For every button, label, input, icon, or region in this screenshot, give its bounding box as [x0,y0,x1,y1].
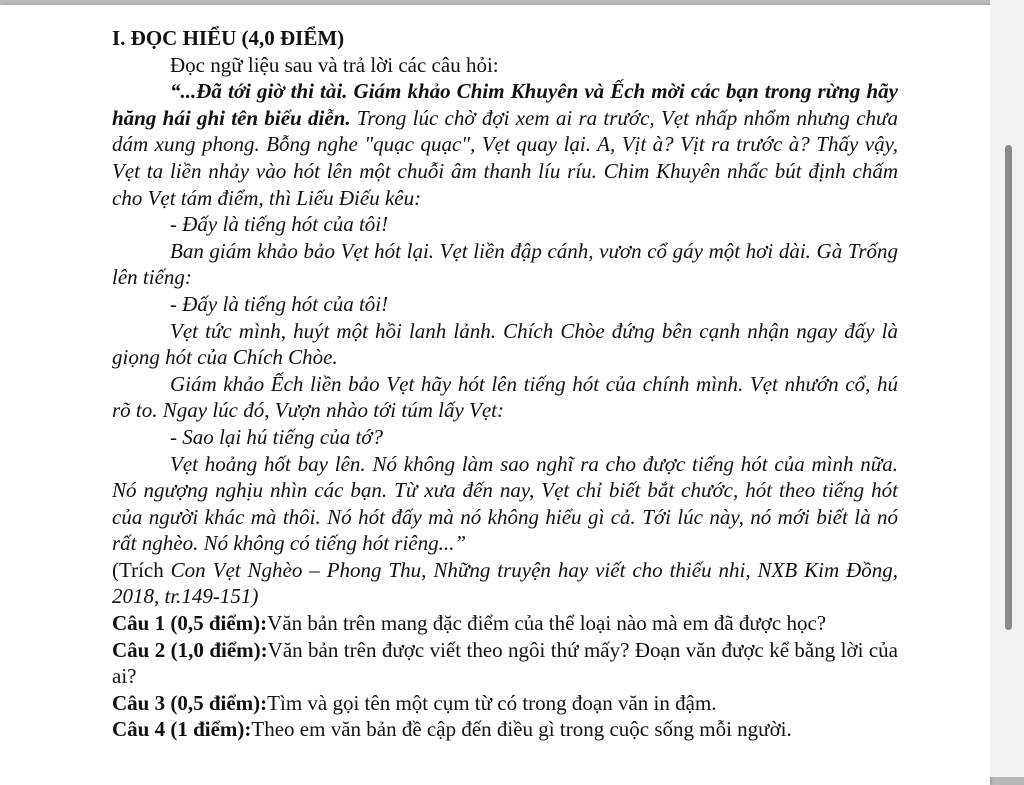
question-1-text: Văn bản trên mang đặc điểm của thể loại nào mà em đã được học? [267,611,827,636]
question-2-text: Văn bản trên được viết theo ngôi thứ mấy? Đoạn văn được kể bằng lời của ai? [112,637,899,689]
section-heading: I. ĐỌC HIỂU (4,0 ĐIỂM) [112,26,345,50]
question-4 [112,716,898,743]
scrollbar-thumb[interactable] [1005,145,1012,630]
passage-paragraph-1-rest: Trong lúc chờ đợi xem ai ra trước, Vẹt nhấp nhổm nhưng chưa dám xung phong. Bỗng nghe "quạc quạc", Vẹt quay lại. A, Vịt à? Vịt ra trước à? Thấy vậy, Vẹt ta liền nhảy vào hót lên một chuỗi âm thanh líu ríu. Chim Khuyên nhấc bút định chấm cho Vẹt tám điểm, thì Liếu Điếu kêu: [112,105,898,210]
passage-paragraph-2: - Đấy là tiếng hót của tôi! [170,212,389,237]
passage-paragraph-6: Giám khảo Ếch liền bảo Vẹt hãy hót lên tiếng hót của chính mình. Vẹt nhướn cổ, hú rõ to. Ngay lúc đó, Vượn nhào tới túm lấy Vẹt: [112,371,898,423]
instruction-text: Đọc ngữ liệu sau và trả lời các câu hỏi: [170,52,499,77]
passage-paragraph-8: Vẹt hoảng hốt bay lên. Nó không làm sao nghĩ ra cho được tiếng hót của mình nữa. Nó ngượng nghịu nhìn các bạn. Từ xưa đến nay, Vẹt chỉ biết bắt chước, hót theo tiếng hót của người khác mà thôi. Nó hót đấy mà nó không hiểu gì cả. Tới lúc này, nó mới biết là nó rất nghèo. Nó không có tiếng hót riêng...” [112,451,898,556]
source-citation [112,557,898,610]
question-4-label: Câu 4 (1 điểm): [112,717,252,742]
question-3 [112,690,898,717]
question-4-text: Theo em văn bản đề cập đến điều gì trong cuộc sống mỗi người. [251,717,792,742]
source-citation-detail: Con Vẹt Nghèo – Phong Thu, Những truyện hay viết cho thiếu nhi, NXB Kim Đồng, 2018, tr.149-151) [112,557,898,609]
passage-bold-excerpt: “...Đã tới giờ thi tài. Giám khảo Chim Khuyên và Ếch mời các bạn trong rừng hãy hăng hái ghi tên biểu diễn. [112,79,898,130]
question-3-text: Tìm và gọi tên một cụm từ có trong đoạn văn in đậm. [267,690,717,715]
question-1 [112,610,898,637]
question-3-label: Câu 3 (0,5 điểm): [112,690,268,715]
document-content [112,25,898,743]
passage-paragraph-4: - Đấy là tiếng hót của tôi! [170,291,389,316]
question-2-label: Câu 2 (1,0 điểm): [112,637,268,662]
source-citation-open: (Trích [112,557,171,582]
passage-paragraph-7: - Sao lại hú tiếng của tớ? [170,424,384,449]
question-1-label: Câu 1 (0,5 điểm): [112,611,268,636]
passage-paragraph-1 [112,78,898,211]
passage-paragraph-3: Ban giám khảo bảo Vẹt hót lại. Vẹt liền đập cánh, vươn cổ gáy một hơi dài. Gà Trống lên tiếng: [112,238,898,290]
passage-paragraph-5: Vẹt tức mình, huýt một hồi lanh lảnh. Chích Chòe đứng bên cạnh nhận ngay đấy là giọng hót của Chích Chòe. [112,318,898,370]
question-2 [112,637,898,690]
